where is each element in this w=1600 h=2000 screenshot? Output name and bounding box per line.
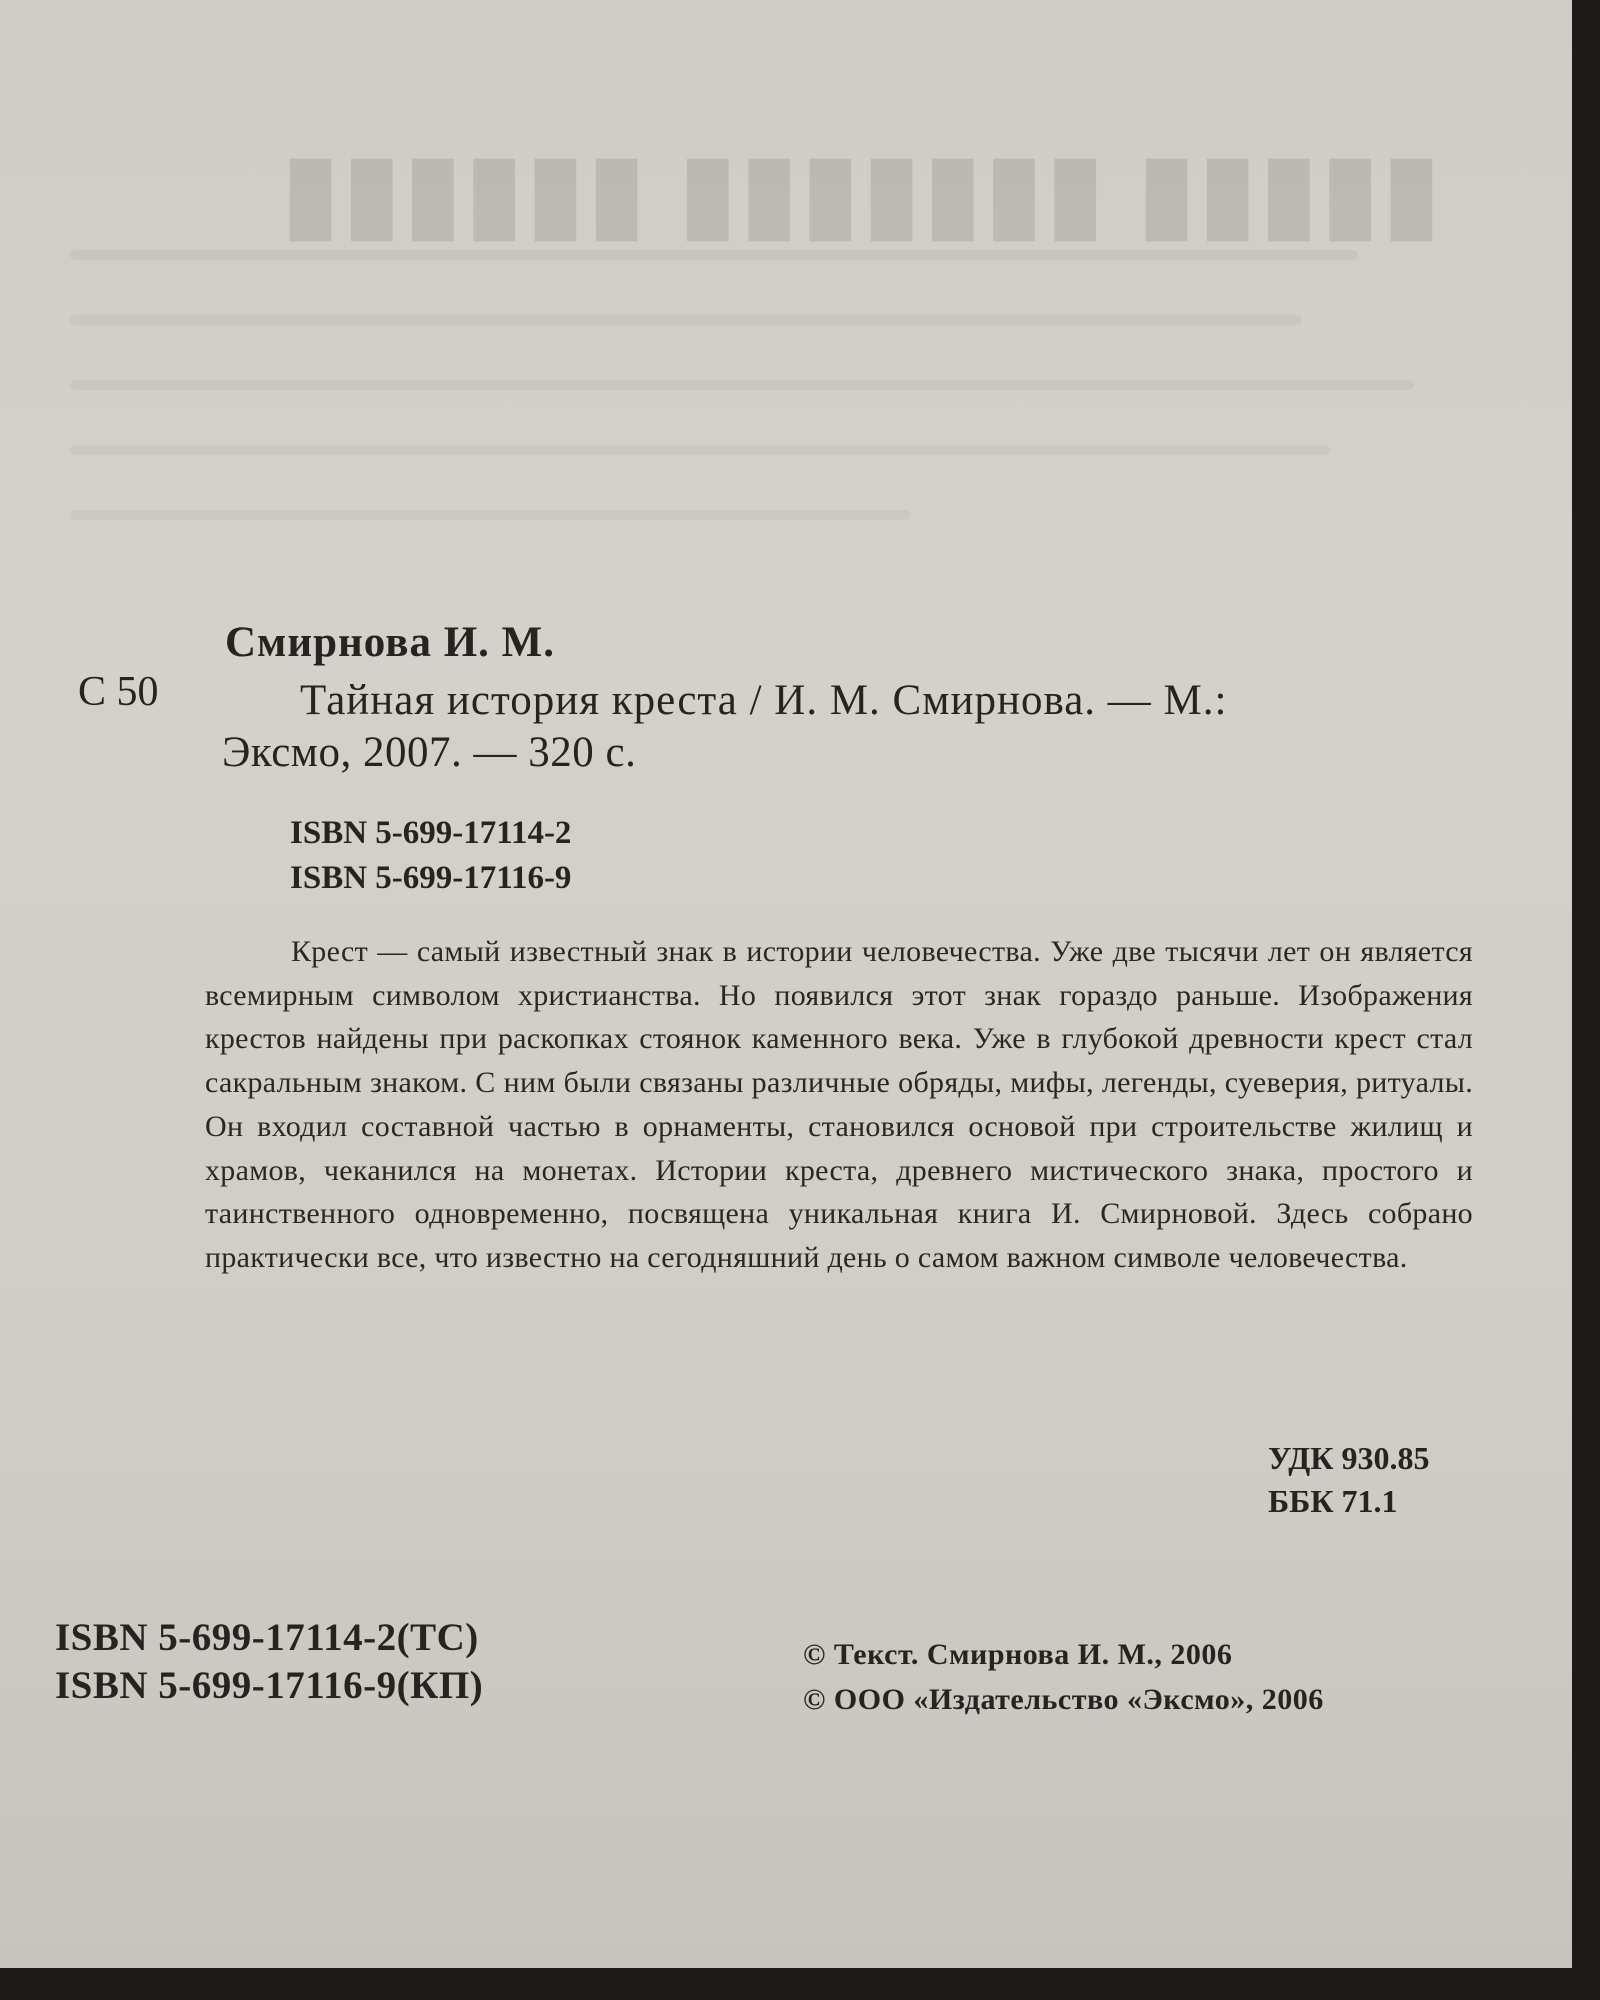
isbn-line: ISBN 5-699-17116-9 [290, 860, 572, 896]
isbn-footer-line: ISBN 5-699-17114-2(ТС) [55, 1616, 479, 1659]
copyright-line: © Текст. Смирнова И. М., 2006 [803, 1638, 1233, 1671]
isbn-footer-line: ISBN 5-699-17116-9(КП) [55, 1664, 484, 1707]
bleed-through-title: ▮▮▮▮▮ ▮▮▮▮▮▮▮ ▮▮▮▮▮▮ [277, 135, 1440, 250]
bbk-code: ББК 71.1 [1268, 1483, 1398, 1519]
bibliographic-line-2: Эксмо, 2007. — 320 с. [222, 729, 637, 776]
annotation-paragraph: Крест — самый известный знак в истории человечества. Уже две тысячи лет он является всемирным символом христианства. Но появился этот знак гораздо раньше. Изображения крестов найдены при раскопках стоянок каменного века. Уже в глубокой древности крест стал сакральным знаком. С ним были связаны различные обряды, мифы, легенды, суеверия, ритуалы. Он входил составной частью в орнаменты, становился основой при строительстве жилищ и храмов, чеканился на монетах. Истории креста, древнего мистического знака, простого и таинственного одновременно, посвящена уникальная книга И. Смирновой. Здесь собрано практически все, что известно на сегодняшний день о самом важном символе человечества. [205, 935, 1473, 1274]
copyright-line: © ООО «Издательство «Эксмо», 2006 [803, 1683, 1324, 1716]
author-sign-code: С 50 [78, 669, 159, 715]
bleed-through-text [70, 250, 1470, 575]
isbn-line: ISBN 5-699-17114-2 [290, 815, 572, 851]
bibliographic-line-1: Тайная история креста / И. М. Смирнова. — М.: [300, 677, 1228, 724]
author-name: Смирнова И. М. [225, 619, 555, 666]
udk-code: УДК 930.85 [1268, 1440, 1430, 1476]
